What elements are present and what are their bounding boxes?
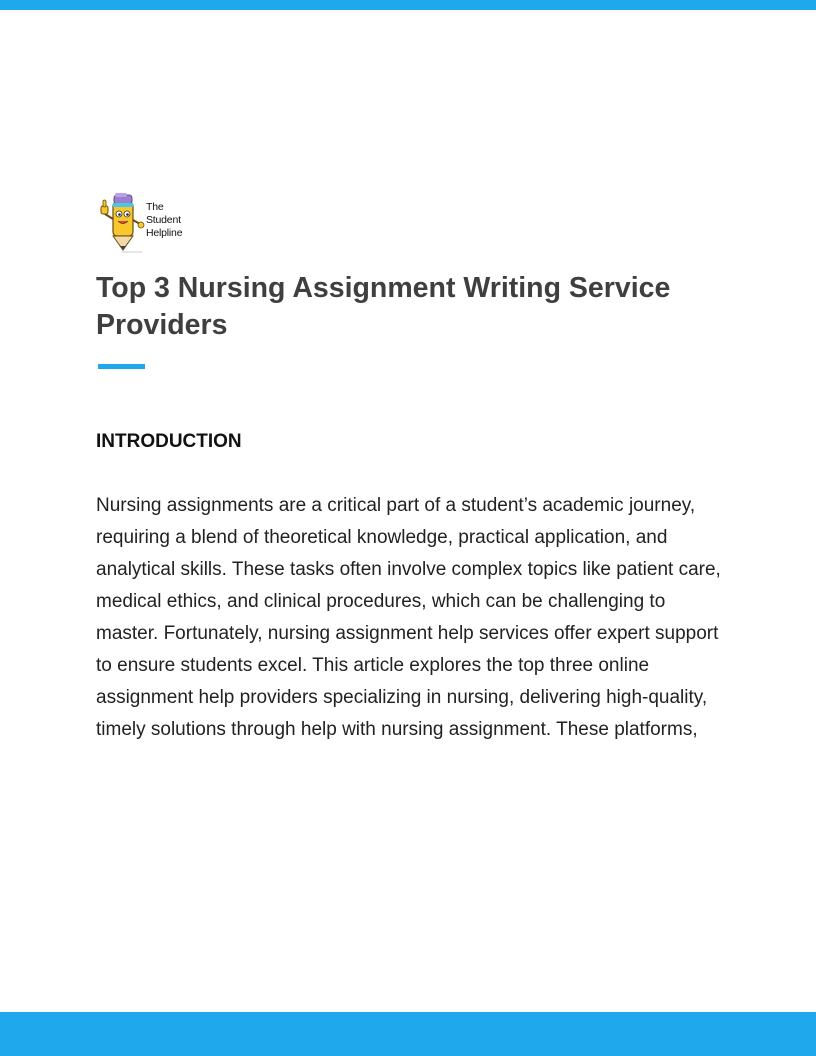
bottom-accent-bar	[0, 1012, 816, 1056]
logo-line-helpline: Helpline	[146, 227, 183, 239]
logo-wordmark	[146, 201, 182, 240]
top-accent-bar	[0, 0, 816, 10]
introduction-paragraph: Nursing assignments are a critical part of a student’s academic journey, requiring a blend of theoretical knowledge, practical application, and analytical skills. These tasks often involve complex topics like patient care, medical ethics, and clinical procedures, which can be challenging to master. Fortunately, nursing assignment help services offer expert support to ensure students excel. This article explores the top three online assignment help providers specializing in nursing, delivering high-quality, timely solutions through help with nursing assignment. These platforms,	[96, 495, 721, 740]
student-helpline-logo	[98, 192, 198, 256]
logo-line-the: The	[146, 201, 164, 213]
page-title: Top 3 Nursing Assignment Writing Service Providers	[96, 272, 671, 341]
logo-line-student: Student	[146, 214, 181, 226]
section-heading-introduction: INTRODUCTION	[96, 431, 242, 452]
pencil-mascot-icon	[98, 192, 146, 254]
title-underline-rule	[98, 364, 145, 369]
